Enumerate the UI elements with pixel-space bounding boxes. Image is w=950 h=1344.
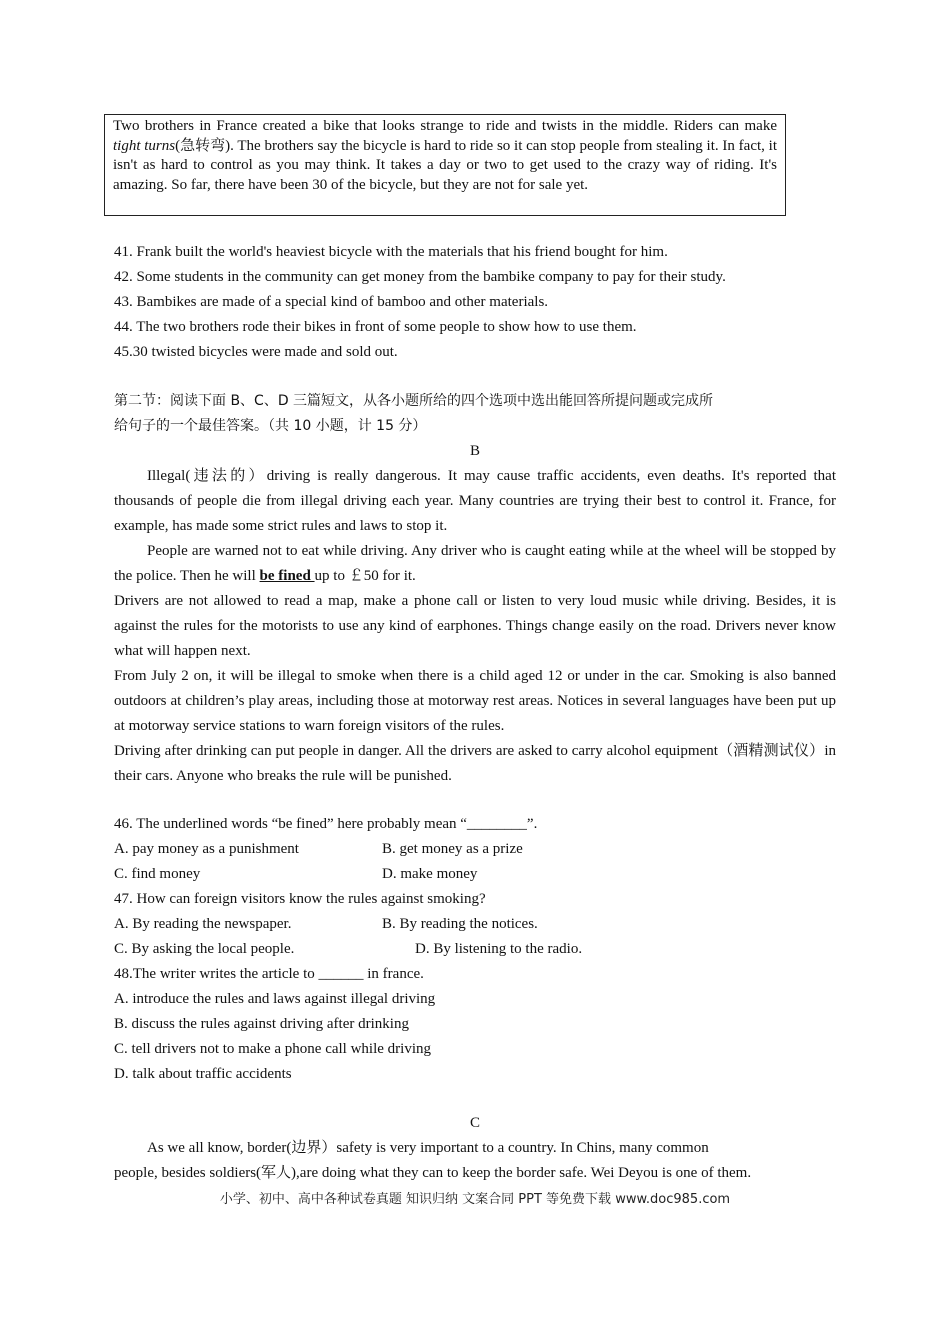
statement-45: 45.30 twisted bicycles were made and sold out. [114,344,398,360]
passage-b-label: B [469,443,480,459]
passage-a-text-1: Two brothers in France created a bike that looks strange to ride and twists in the middle. Riders can make [113,118,777,134]
passage-a-italic: tight turns [113,137,176,154]
passage-c-label: C [469,1115,480,1131]
question-46: 46. The underlined words “be fined” here probably mean “________”. [114,816,538,832]
passage-b-paragraph-3: Drivers are not allowed to read a map, make a phone call or listen to very loud music while driving. Besides, it is against the rules for the motorists to use any kind of earphones. Things change easily on the road. Drivers never know what will happen next. [114,593,836,659]
q47-option-d: D. By listening to the radio. [415,941,583,957]
passage-b-body [114,464,836,789]
passage-a-text-2: (急转弯). The brothers say the bicycle is hard to ride so it can stop people from stealing it. In fact, it isn't as hard to control as you may think. It takes a day or two to get used to the crazy way of riding. It's amazing. So far, there have been 30 of the bicycle, but they are not for sale yet. [113,137,777,193]
passage-b-paragraph-4: From July 2 on, it will be illegal to smoke when there is a child aged 12 or under in the car. Smoking is also banned outdoors at children’s play areas, including those at motorway rest areas. Notices in several languages have been put up at motorway service stations to warn foreign visitors of the rules. [114,668,836,734]
q47-option-c: C. By asking the local people. [114,941,295,957]
passage-b-paragraph-5: Driving after drinking can put people in danger. All the drivers are asked to carry alcohol equipment（酒精测试仪）in their cars. Anyone who breaks the rule will be punished. [114,743,836,784]
passage-a-box [104,114,786,216]
underlined-be-fined: be fined [259,568,315,584]
q46-option-b: B. get money as a prize [382,841,523,857]
question-48: 48.The writer writes the article to ______ in france. [114,966,424,982]
passage-b-p2-after: up to ￡50 for it. [314,568,416,584]
statement-42: 42. Some students in the community can get money from the bambike company to pay for their study. [114,269,726,285]
passage-b-paragraph-1: Illegal(违法的）driving is really dangerous. It may cause traffic accidents, even deaths. It's reported that thousands of people die from illegal driving each year. Many countries are trying their best to control it. France, for example, has made some strict rules and laws to stop it. [114,468,836,534]
passage-c-line-1: As we all know, border(边界）safety is very important to a country. In Chins, many common [147,1140,709,1156]
q48-option-b: B. discuss the rules against driving after drinking [114,1016,409,1032]
question-47: 47. How can foreign visitors know the rules against smoking? [114,891,486,907]
q46-option-d: D. make money [382,866,478,882]
q48-option-a: A. introduce the rules and laws against illegal driving [114,991,436,1007]
section2-instruction-line2: 给句子的一个最佳答案。（共 10 小题，计 15 分） [114,418,427,434]
q48-option-d: D. talk about traffic accidents [114,1066,292,1082]
section2-instruction-line1: 第二节：阅读下面 B、C、D 三篇短文，从各小题所给的四个选项中选出能回答所提问题或完成所 [114,393,714,409]
q47-option-a: A. By reading the newspaper. [114,916,292,932]
q48-option-c: C. tell drivers not to make a phone call while driving [114,1041,432,1057]
statement-43: 43. Bambikes are made of a special kind of bamboo and other materials. [114,294,549,310]
passage-b-p2-before: People are warned not to eat while driving. Any driver who is caught eating while at the wheel will be stopped by the police. Then he will [114,543,836,584]
q46-option-c: C. find money [114,866,201,882]
statement-41: 41. Frank built the world's heaviest bicycle with the materials that his friend bought for him. [114,244,668,260]
passage-c-line-2: people, besides soldiers(军人),are doing what they can to keep the border safe. Wei Deyou is one of them. [114,1165,752,1181]
q46-option-a: A. pay money as a punishment [114,841,299,857]
statement-44: 44. The two brothers rode their bikes in front of some people to show how to use them. [114,319,637,335]
passage-b-paragraph-2 [114,539,836,589]
q47-option-b: B. By reading the notices. [382,916,538,932]
passage-a-text [113,117,777,195]
footer-watermark: 小学、初中、高中各种试卷真题 知识归纳 文案合同 PPT 等免费下载 www.doc985.com [219,1192,731,1207]
